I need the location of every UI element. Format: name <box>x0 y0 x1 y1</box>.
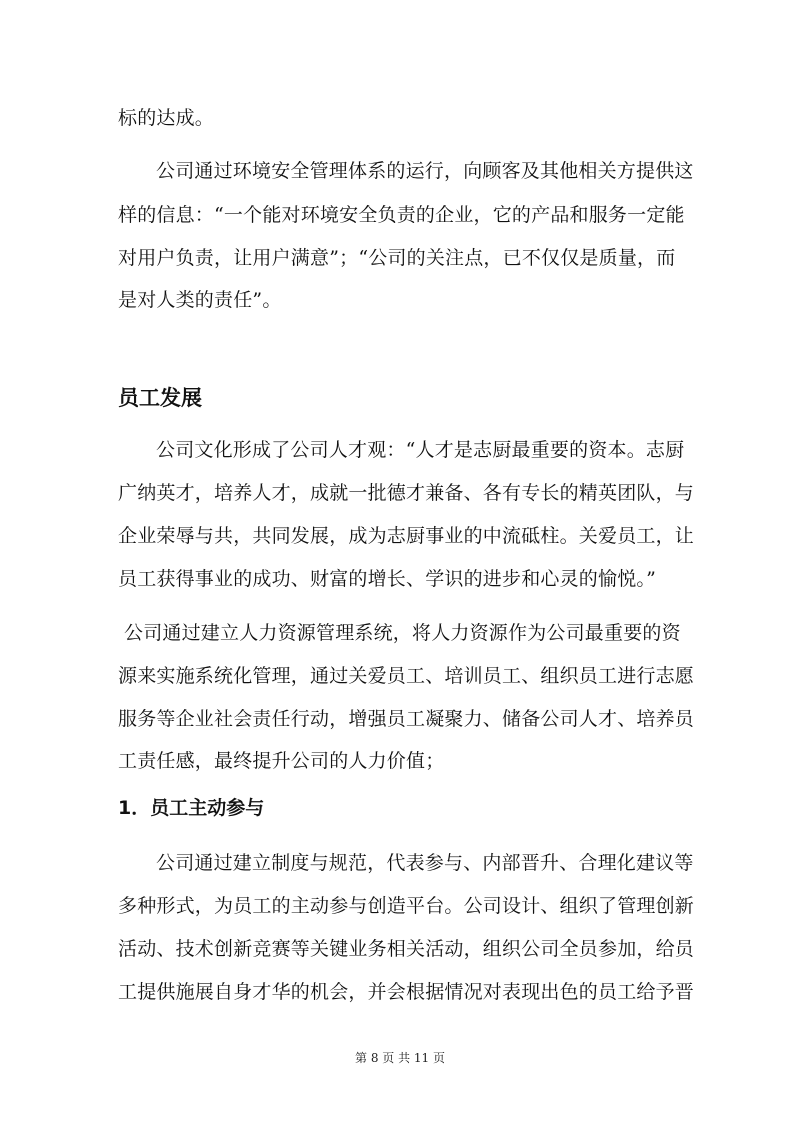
paragraph-line: 公司通过环境安全管理体系的运行，向顾客及其他相关方提供这 <box>156 160 694 182</box>
subsection-title: 1．员工主动参与 <box>118 797 265 819</box>
paragraph-line: 公司通过建立人力资源管理系统，将人力资源作为公司最重要的资 <box>124 622 681 644</box>
paragraph-line: 源来实施系统化管理，通过关爱员工、培训员工、组织员工进行志愿 <box>118 665 695 687</box>
paragraph-line: 工责任感，最终提升公司的人力价值； <box>118 750 445 772</box>
page-footer: 第 8 页 共 11 页 <box>355 1051 445 1065</box>
paragraph-line: 公司通过建立制度与规范，代表参与、内部晋升、合理化建议等 <box>156 852 694 874</box>
paragraph-line: 广纳英才，培养人才，成就一批德才兼备、各有专长的精英团队，与 <box>118 482 695 504</box>
paragraph-line: 工提供施展自身才华的机会，并会根据情况对表现出色的员工给予晋 <box>118 981 695 1003</box>
paragraph-line: 服务等企业社会责任行动，增强员工凝聚力、储备公司人才、培养员 <box>118 708 695 730</box>
paragraph-line: 员工获得事业的成功、财富的增长、学识的进步和心灵的愉悦。” <box>118 568 657 590</box>
paragraph-line: 样的信息：“一个能对环境安全负责的企业，它的产品和服务一定能 <box>118 204 685 226</box>
paragraph-line: 多种形式，为员工的主动参与创造平台。公司设计、组织了管理创新 <box>118 895 695 917</box>
paragraph-line: 活动、技术创新竞赛等关键业务相关活动，组织公司全员参加，给员 <box>118 938 695 960</box>
section-title: 员工发展 <box>118 386 202 410</box>
paragraph-line: 是对人类的责任”。 <box>118 289 282 311</box>
paragraph-line: 对用户负责，让用户满意”；“公司的关注点，已不仅仅是质量，而 <box>118 247 676 269</box>
paragraph-line: 标的达成。 <box>118 107 215 129</box>
paragraph-line: 公司文化形成了公司人才观：“人才是志厨最重要的资本。志厨 <box>156 439 685 461</box>
paragraph-line: 企业荣辱与共，共同发展，成为志厨事业的中流砥柱。关爱员工，让 <box>118 525 695 547</box>
